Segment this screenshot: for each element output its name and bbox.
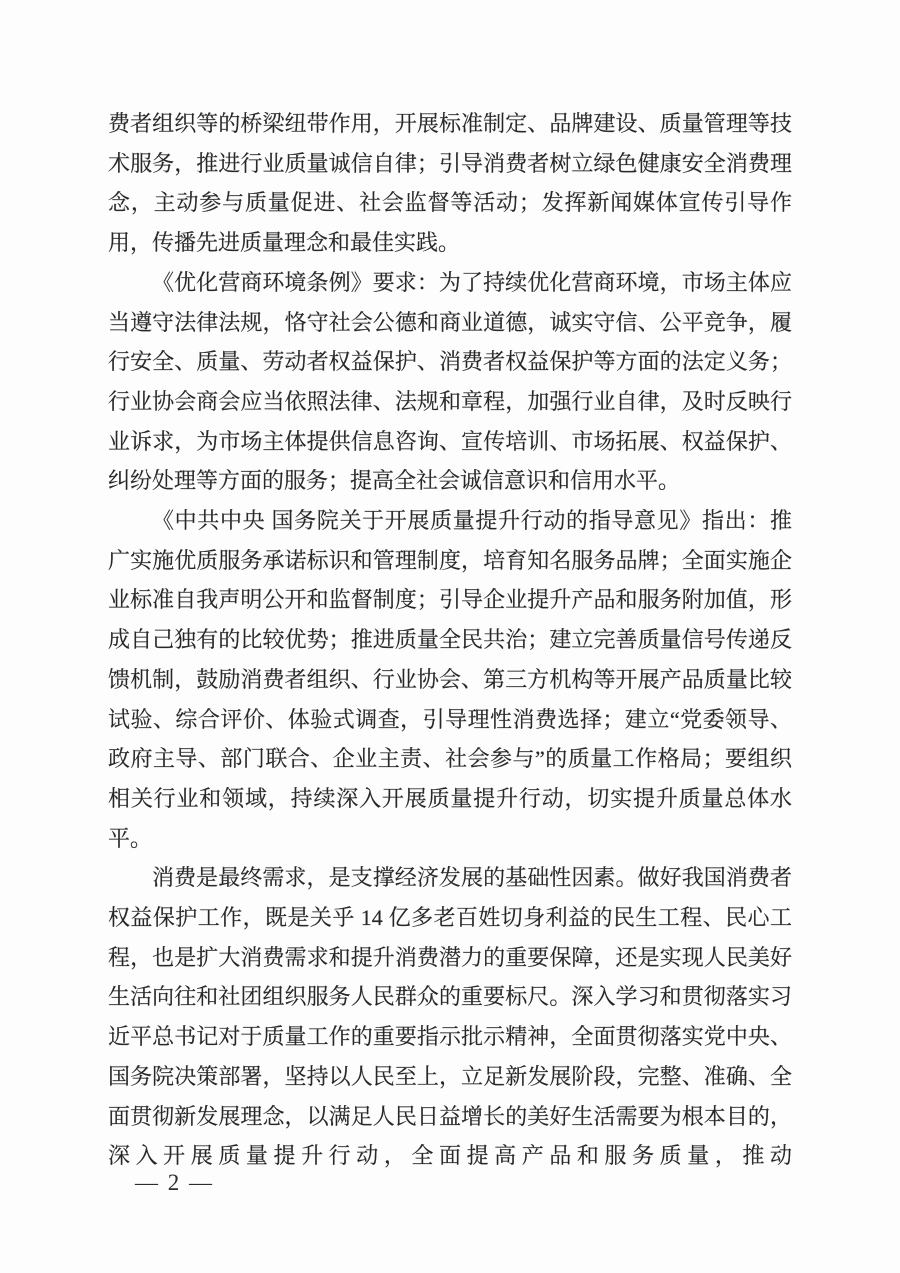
document-body [108, 104, 792, 1176]
paragraph-continuation: 费者组织等的桥梁纽带作用，开展标准制定、品牌建设、质量管理等技术服务，推进行业质量诚信自律；引导消费者树立绿色健康安全消费理念，主动参与质量促进、社会监督等活动；发挥新闻媒体宣传引导作用，传播先进质量理念和最佳实践。 [108, 111, 792, 256]
paragraph-consumption-final-demand: 消费是最终需求，是支撑经济发展的基础性因素。做好我国消费者权益保护工作，既是关乎 14 亿多老百姓切身利益的民生工程、民心工程，也是扩大消费需求和提升消费潜力的重要保障，还是实现人民美好生活向往和社团组织服务人民群众的重要标尺。深入学习和贯彻落实习近平总书记对于质量工作的重要指示批示精神，全面贯彻落实党中央、国务院决策部署，坚持以人民至上，立足新发展阶段，完整、准确、全面贯彻新发展理念，以满足人民日益增长的美好生活需要为根本目的，深入开展质量提升行动，全面提高产品和服务质量，推动 [108, 865, 792, 1169]
paragraph-business-environment-regulation: 《优化营商环境条例》要求：为了持续优化营商环境，市场主体应当遵守法律法规，恪守社会公德和商业道德，诚实守信、公平竞争，履行安全、质量、劳动者权益保护、消费者权益保护等方面的法定义务；行业协会商会应当依照法律、法规和章程，加强行业自律，及时反映行业诉求，为市场主体提供信息咨询、宣传培训、市场拓展、权益保护、纠纷处理等方面的服务；提高全社会诚信意识和信用水平。 [108, 269, 792, 494]
paragraph-quality-improvement-guidance: 《中共中央 国务院关于开展质量提升行动的指导意见》指出：推广实施优质服务承诺标识和管理制度，培育知名服务品牌；全面实施企业标准自我声明公开和监督制度；引导企业提升产品和服务附加值，形成自己独有的比较优势；推进质量全民共治；建立完善质量信号传递反馈机制，鼓励消费者组织、行业协会、第三方机构等开展产品质量比较试验、综合评价、体验式调查，引导理性消费选择；建立“党委领导、政府主导、部门联合、企业主责、社会参与”的质量工作格局；要组织相关行业和领域，持续深入开展质量提升行动，切实提升质量总体水平。 [108, 508, 792, 851]
page-number: — 2 — [135, 1170, 214, 1195]
